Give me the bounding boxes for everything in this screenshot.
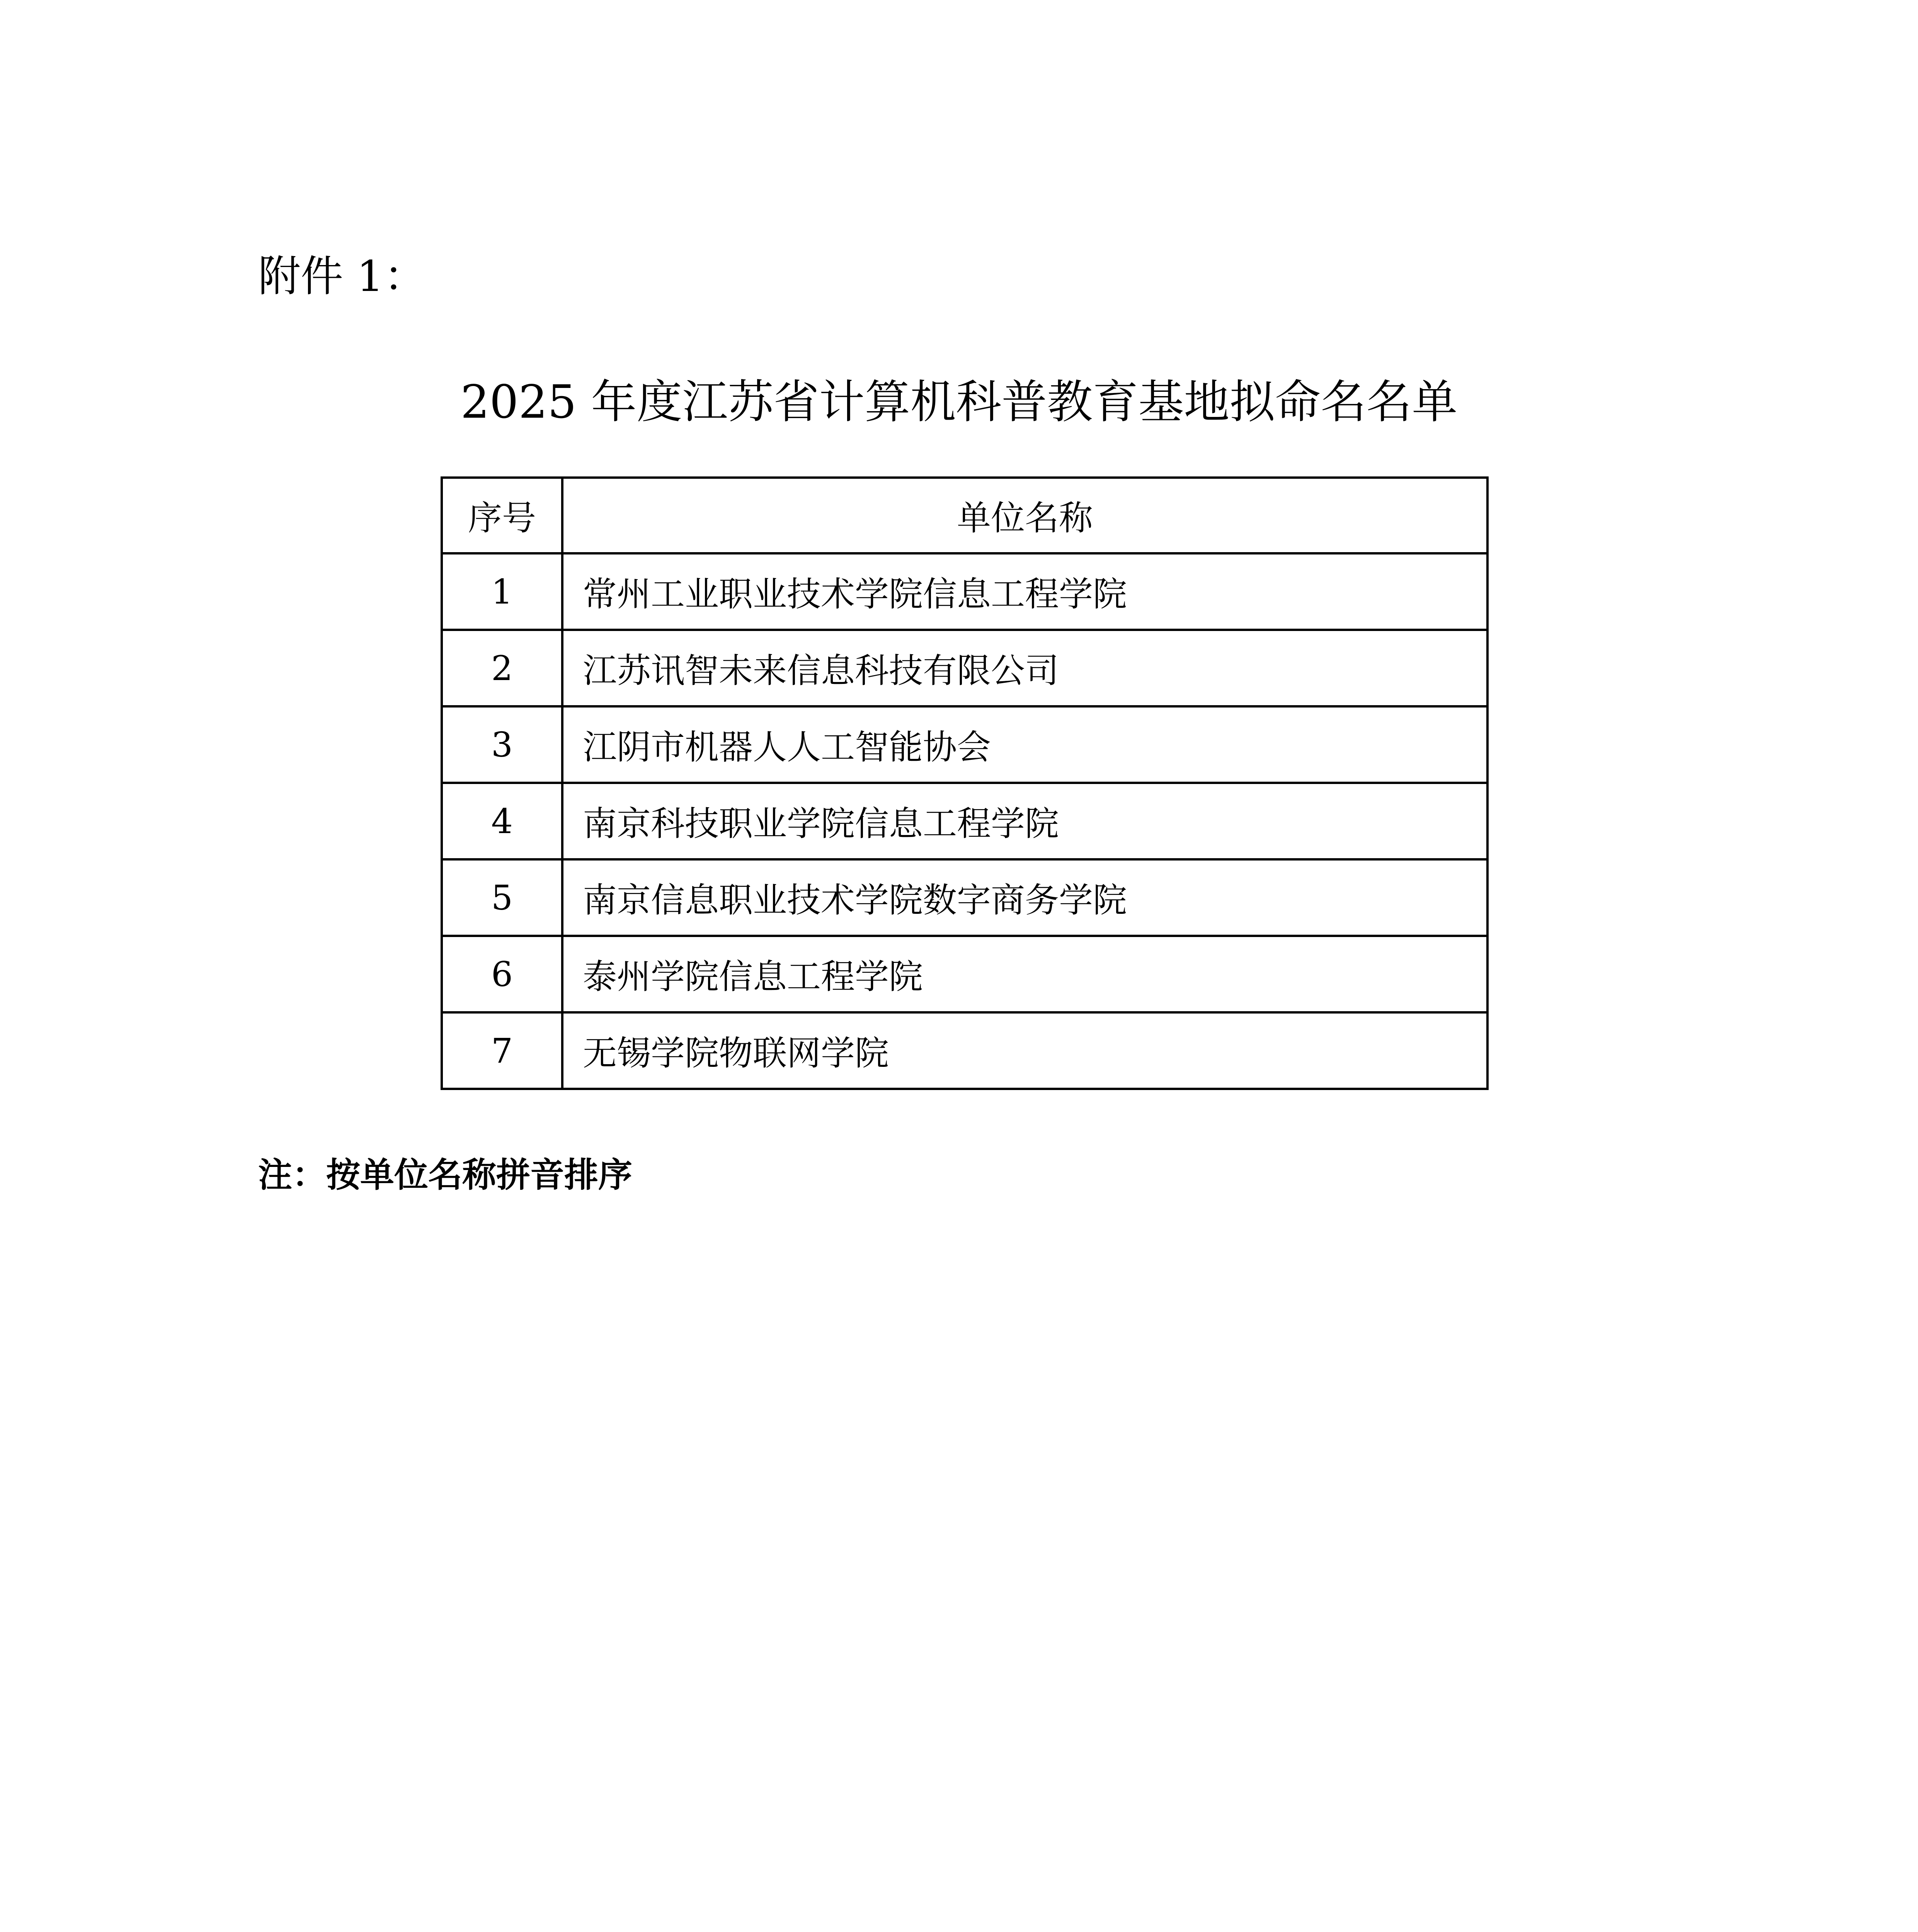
table-row [442, 859, 1487, 936]
row-number: 6 [442, 936, 562, 1012]
row-unit-name: 常州工业职业技术学院信息工程学院 [562, 553, 1487, 630]
table-row [442, 706, 1487, 783]
row-number: 4 [442, 783, 562, 859]
row-number: 3 [442, 706, 562, 783]
header-number: 序号 [442, 478, 562, 553]
row-unit-name: 南京信息职业技术学院数字商务学院 [562, 859, 1487, 936]
table-row [442, 1012, 1487, 1089]
table-row [442, 936, 1487, 1012]
row-unit-name: 江苏讯智未来信息科技有限公司 [562, 630, 1487, 706]
header-unit-name: 单位名称 [562, 478, 1487, 553]
units-table [441, 476, 1489, 1090]
row-unit-name: 江阴市机器人人工智能协会 [562, 706, 1487, 783]
row-unit-name: 南京科技职业学院信息工程学院 [562, 783, 1487, 859]
row-number: 5 [442, 859, 562, 936]
table-row [442, 630, 1487, 706]
row-number: 2 [442, 630, 562, 706]
row-number: 7 [442, 1012, 562, 1089]
table-header-row [442, 478, 1487, 553]
row-number: 1 [442, 553, 562, 630]
table-row [442, 553, 1487, 630]
row-unit-name: 泰州学院信息工程学院 [562, 936, 1487, 1012]
attachment-label: 附件 1： [258, 252, 426, 301]
row-unit-name: 无锡学院物联网学院 [562, 1012, 1487, 1089]
document-title: 2025 年度江苏省计算机科普教育基地拟命名名单 [460, 375, 1458, 429]
table-row [442, 783, 1487, 859]
sorting-note: 注：按单位名称拼音排序 [258, 1155, 633, 1195]
